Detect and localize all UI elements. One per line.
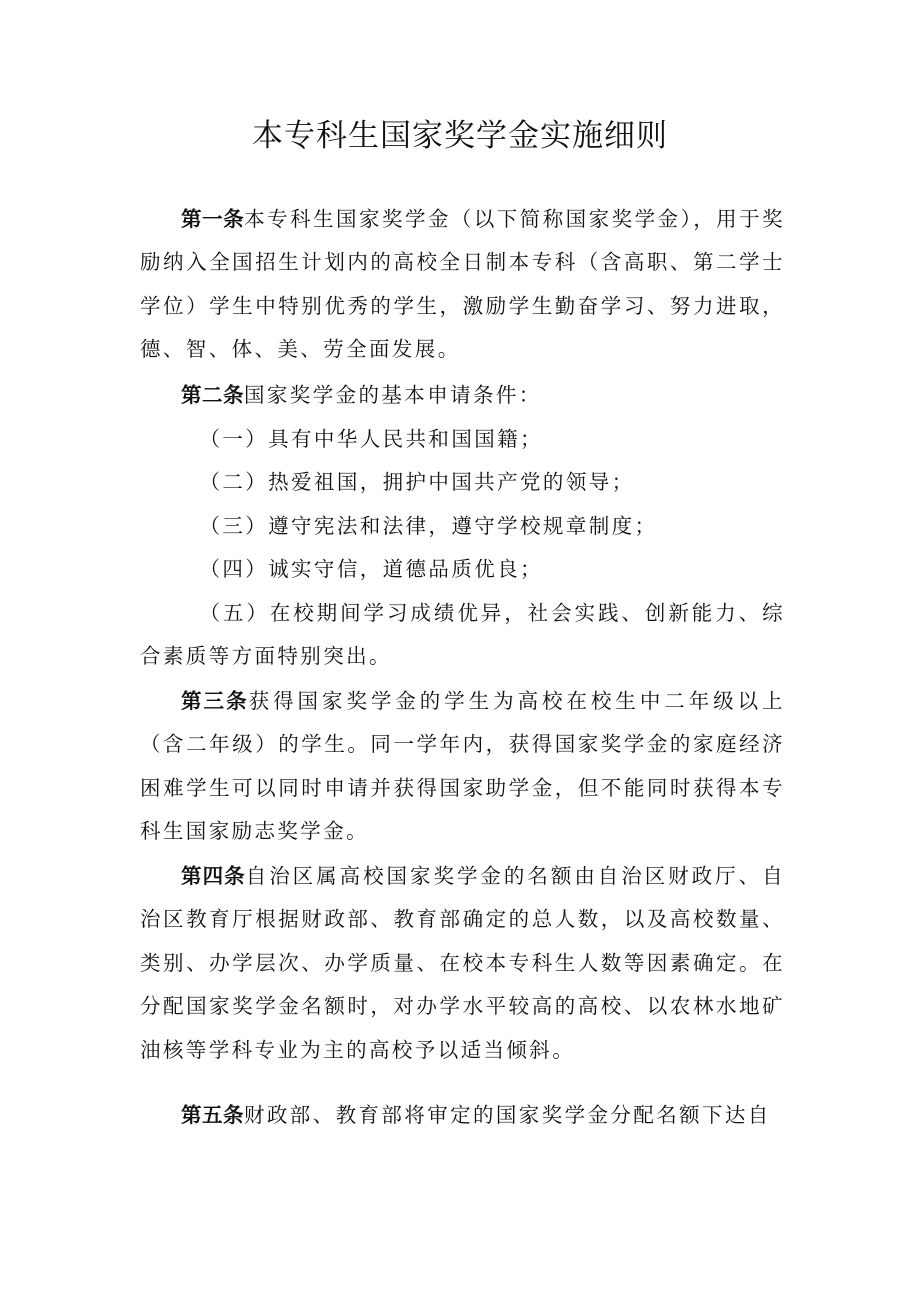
article-3-label: 第三条: [181, 689, 249, 713]
article-3-text: 获得国家奖学金的学生为高校在校生中二年级以上（含二年级）的学生。同一学年内，获得国家奖学金的家庭经济困难学生可以同时申请并获得国家助学金，但不能同时获得本专科生国家励志奖学金。: [140, 689, 785, 844]
article-1-label: 第一条: [181, 207, 245, 231]
document-title: 本专科生国家奖学金实施细则: [252, 118, 668, 154]
article-1-text: 本专科生国家奖学金（以下简称国家奖学金），用于奖励纳入全国招生计划内的高校全日制本专科（含高职、第二学士学位）学生中特别优秀的学生，激励学生勤奋学习、努力进取，德、智、体、美、劳全面发展。: [140, 207, 786, 362]
article-5-text: 财政部、教育部将审定的国家奖学金分配名额下达自: [244, 1103, 771, 1127]
article-2-label: 第二条: [181, 383, 244, 407]
article-4-text: 自治区属高校国家奖学金的名额由自治区财政厅、自治区教育厅根据财政部、教育部确定的总人数，以及高校数量、类别、办学层次、办学质量、在校本专科生人数等因素确定。在分配国家奖学金名额时，对办学水平较高的高校、以农林水地矿油核等学科专业为主的高校予以适当倾斜。: [140, 864, 785, 1062]
article-1: [140, 198, 785, 372]
article-4-label: 第四条: [181, 864, 246, 888]
article-2-item-1: （一）具有中华人民共和国国籍；: [199, 427, 543, 451]
article-5: [140, 1094, 785, 1137]
article-3: [140, 680, 785, 854]
article-4: [140, 855, 785, 1072]
article-2-item-3: （三）遵守宪法和法律，遵守学校规章制度；: [199, 514, 658, 538]
article-2-item-4: （四）诚实守信，道德品质优良；: [199, 557, 543, 581]
article-2-text: 国家奖学金的基本申请条件：: [244, 383, 542, 407]
article-2-item-2: （二）热爱祖国，拥护中国共产党的领导；: [199, 470, 635, 494]
article-2: [140, 374, 785, 417]
article-2-item-5: （五）在校期间学习成绩优异，社会实践、创新能力、综合素质等方面特别突出。: [140, 601, 785, 669]
article-5-label: 第五条: [181, 1103, 244, 1127]
